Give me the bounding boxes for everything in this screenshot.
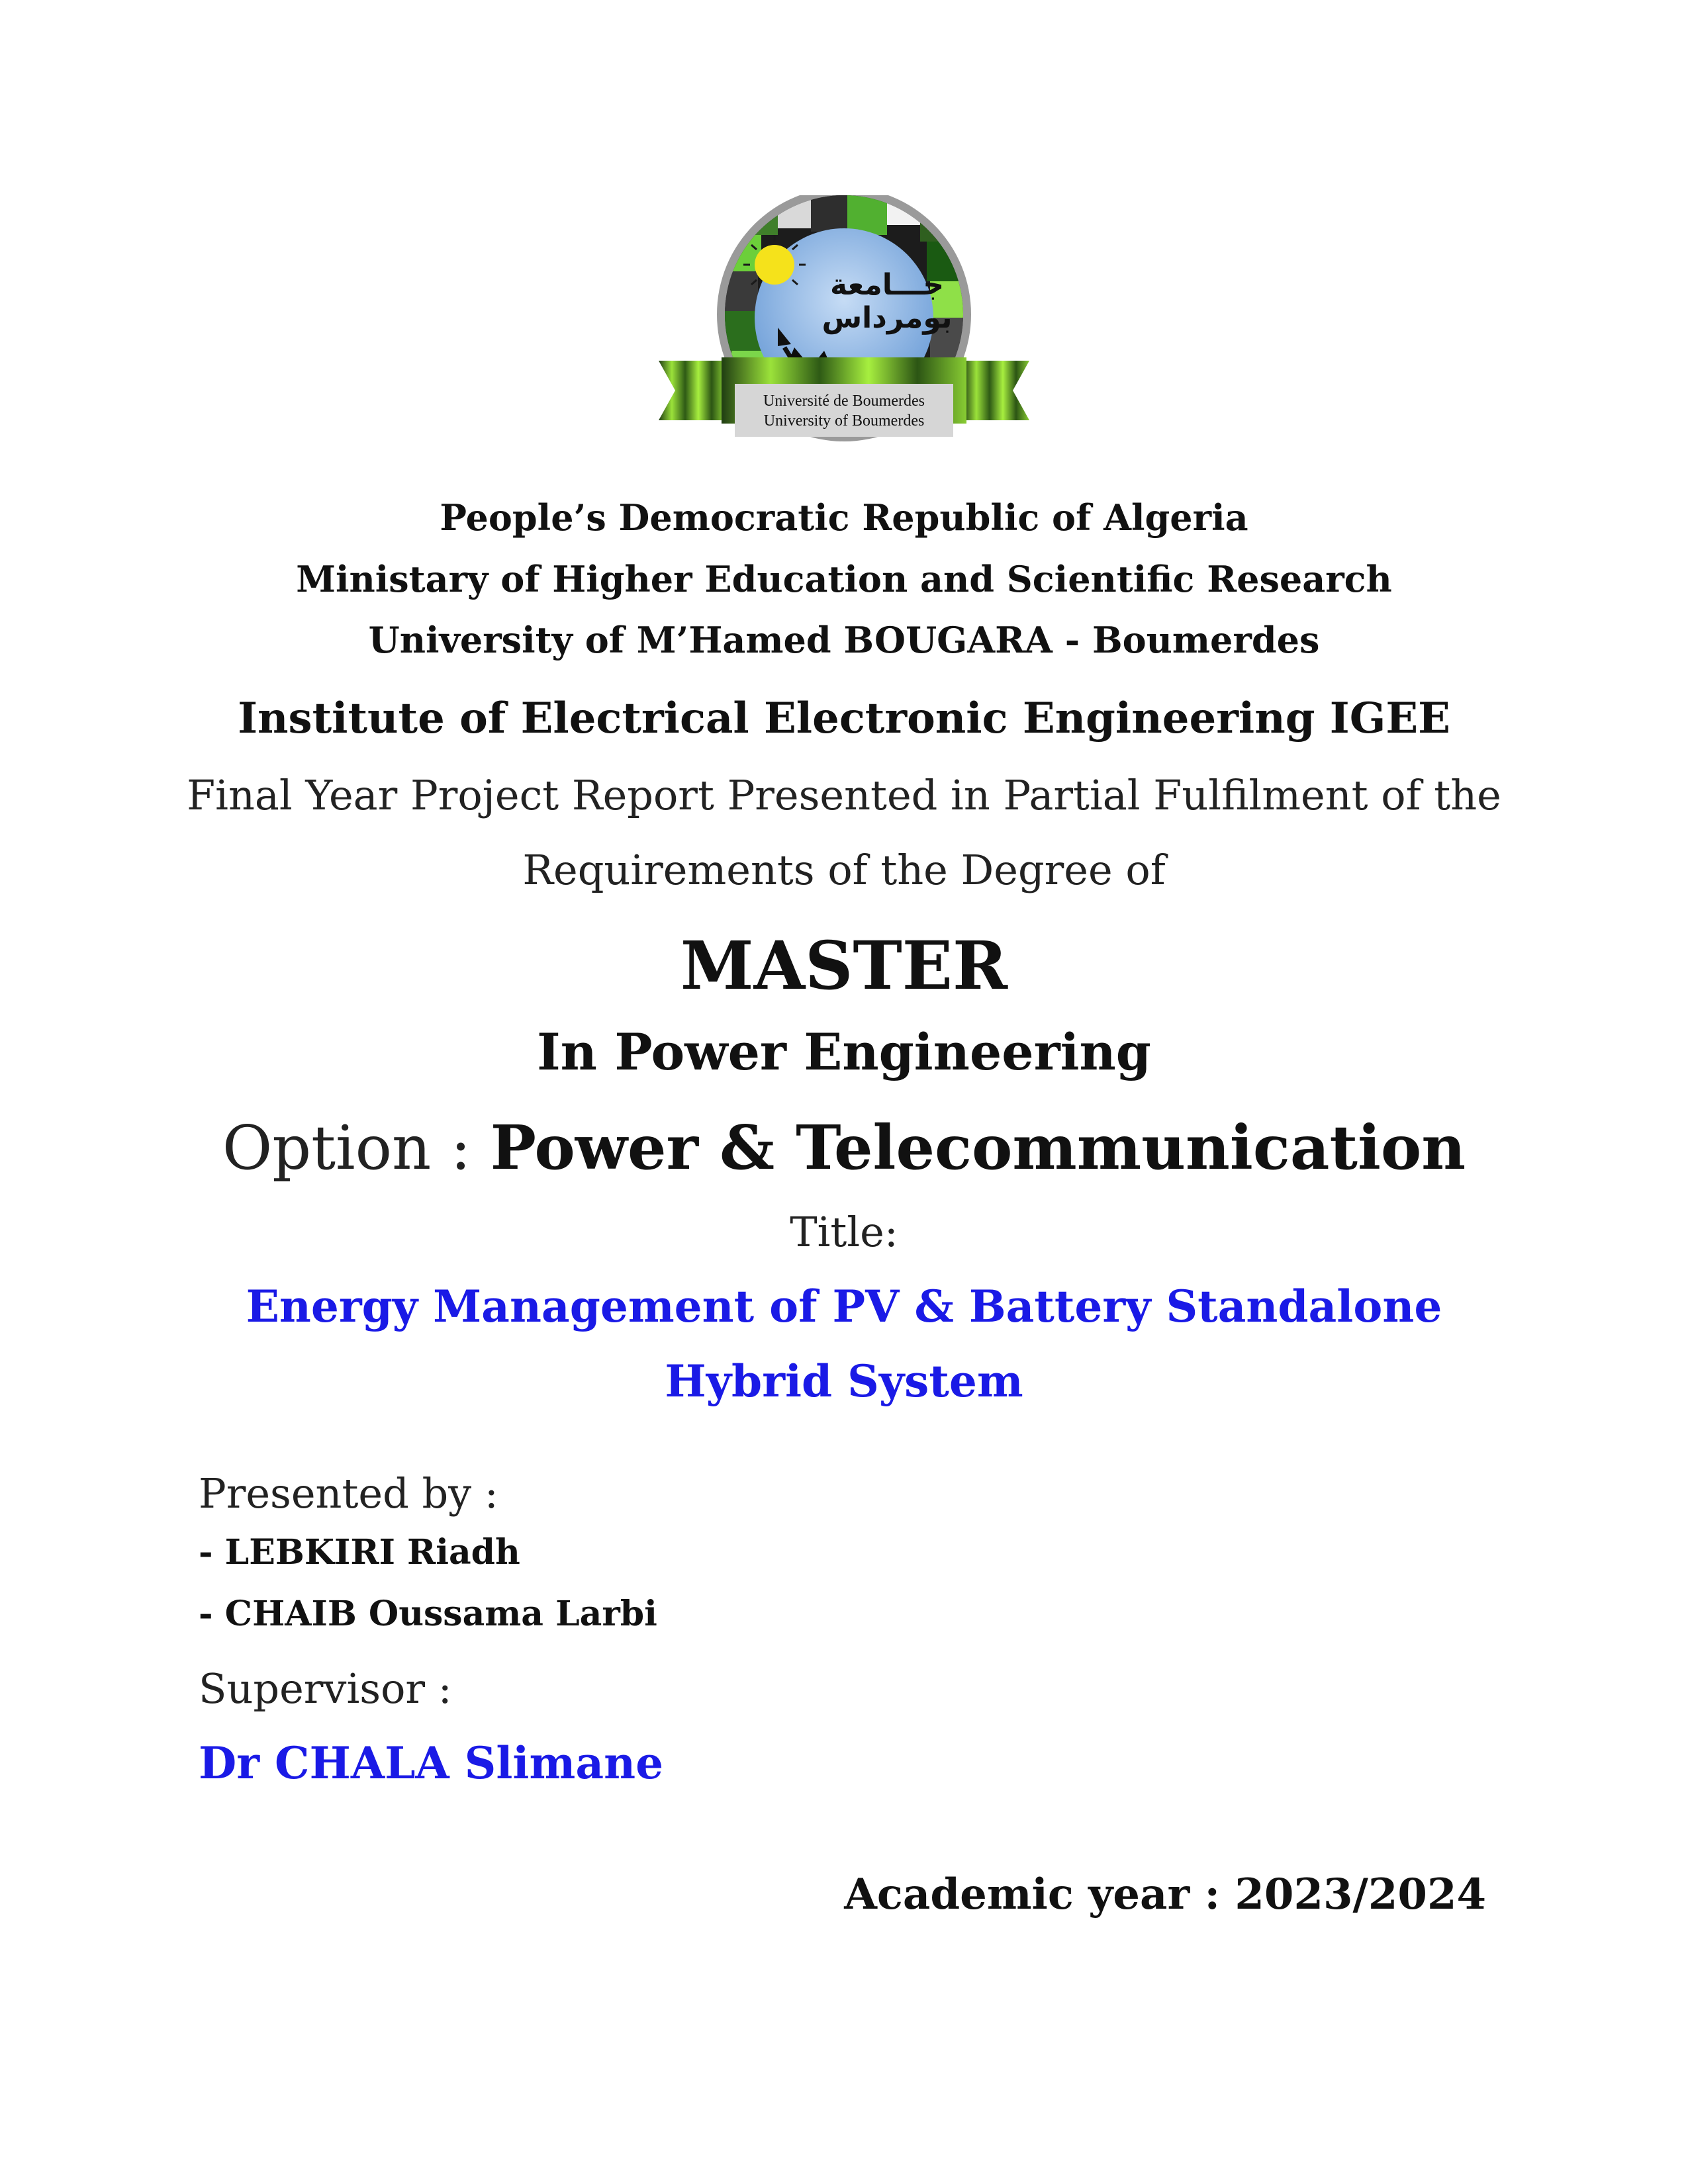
student-name: - CHAIB Oussama Larbi [199, 1594, 657, 1634]
option-line [0, 1112, 1688, 1183]
logo-arabic-line1: جـــامعة [829, 268, 945, 302]
university-logo [659, 195, 1029, 460]
institute-name: Institute of Electrical Electronic Engineering IGEE [238, 694, 1450, 743]
report-description-line2: Requirements of the Degree of [522, 846, 1166, 894]
option-label: Option : [222, 1113, 471, 1183]
logo-arabic-line2: بومرداس [821, 301, 953, 335]
presented-by-label: Presented by : [199, 1469, 498, 1518]
academic-year: Academic year : 2023/2024 [844, 1870, 1486, 1919]
ministry-name: Ministary of Higher Education and Scientific Research [296, 558, 1392, 600]
country-name: People’s Democratic Republic of Algeria [440, 496, 1248, 539]
degree-field: In Power Engineering [537, 1023, 1151, 1081]
logo-banner-line1: Université de Boumerdes [763, 392, 925, 410]
supervisor-name: Dr CHALA Slimane [199, 1737, 664, 1789]
title-label: Title: [790, 1208, 898, 1256]
option-value: Power & Telecommunication [490, 1112, 1466, 1183]
project-title-line2: Hybrid System [665, 1355, 1023, 1407]
logo-banner-line2: University of Boumerdes [763, 412, 925, 430]
degree-title: MASTER [680, 927, 1008, 1005]
university-name: University of M’Hamed BOUGARA - Boumerdes [368, 619, 1320, 661]
project-title-line1: Energy Management of PV & Battery Standalone [246, 1281, 1442, 1332]
student-name: - LEBKIRI Riadh [199, 1532, 520, 1572]
report-description-line1: Final Year Project Report Presented in Partial Fulfilment of the [187, 771, 1501, 819]
supervisor-label: Supervisor : [199, 1664, 452, 1713]
